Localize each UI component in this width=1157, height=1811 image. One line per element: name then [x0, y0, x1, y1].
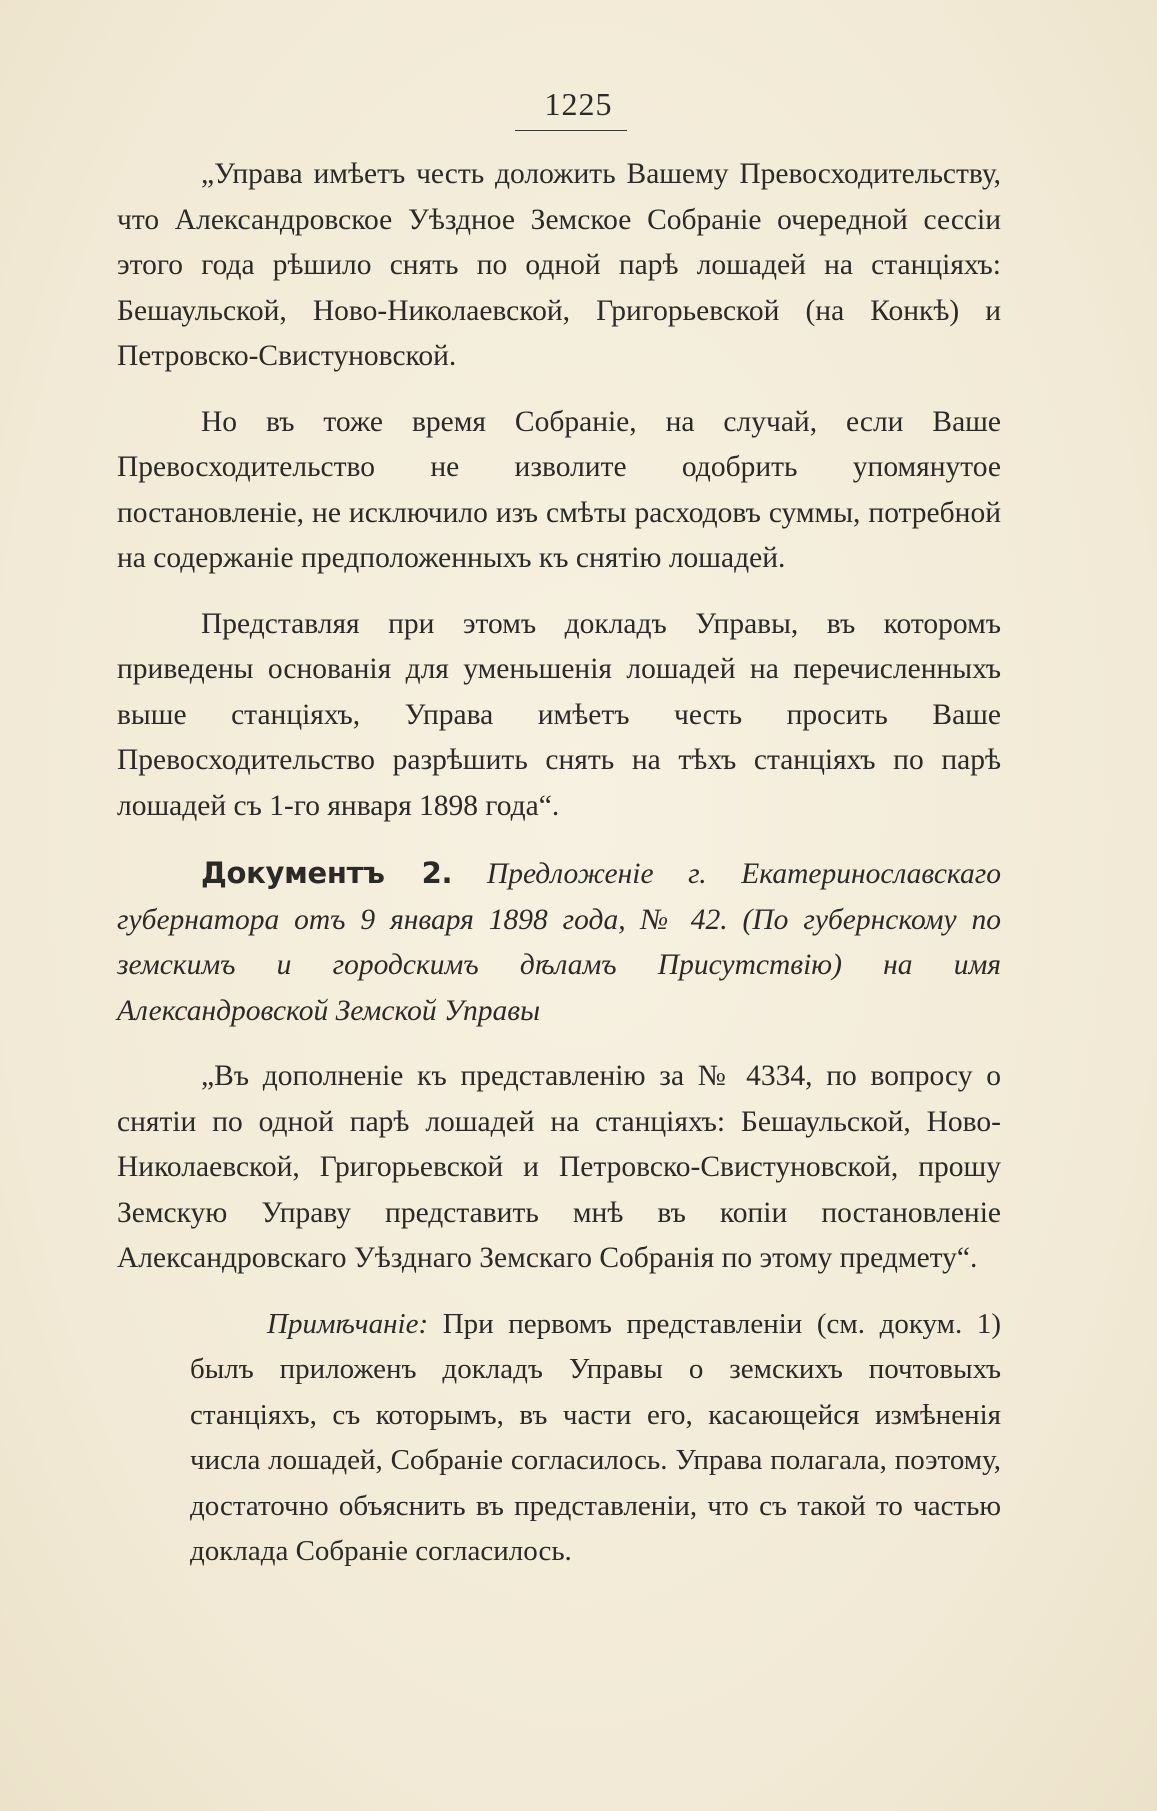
paragraph-3: Представляя при этомъ докладъ Управы, въ которомъ приведены основанія для уменьшенія лошадей на перечисленныхъ выше станціяхъ, Управа имѣетъ честь просить Ваше Превосходительство разрѣшить снять на тѣхъ станціяхъ по парѣ лошадей съ 1-го января 1898 года“.	[117, 607, 1001, 822]
page-number: 1225	[544, 86, 613, 122]
paragraph-2: Но въ тоже время Собраніе, на случай, если Ваше Превосходительство не изволите одобрить упомянутое постановленіе, не исключило изъ смѣты расходовъ суммы, потребной на содержаніе предположенныхъ къ снятію лошадей.	[117, 405, 1001, 574]
page-body	[117, 152, 1001, 1575]
note-paragraph	[190, 1302, 1001, 1575]
note-label: Примѣчаніе:	[267, 1307, 429, 1340]
document-heading-label: Документъ 2.	[201, 856, 453, 890]
paragraph-1: „Управа имѣетъ честь доложить Вашему Превосходительству, что Александровское Уѣздное Земское Собраніе очередной сессіи этого года рѣшило снять по одной парѣ лошадей на станціяхъ: Бешаульской, Ново-Николаевской, Григорьевской (на Конкѣ) и Петровско-Свистуновской.	[117, 158, 1001, 372]
note-text: При первомъ представленіи (см. докум. 1) былъ приложенъ докладъ Управы о земскихъ почтовыхъ станціяхъ, съ которымъ, въ части его, касающейся измѣненія числа лошадей, Собраніе согласилось. Управа полагала, поэтому, достаточно объяснить въ представленіи, что съ такой то частью доклада Собраніе согласилось.	[190, 1307, 1002, 1567]
page-number-rule	[515, 130, 627, 131]
quote-paragraph: „Въ дополненіе къ представленію за № 4334, по вопросу о снятіи по одной парѣ лошадей на станціяхъ: Бешаульской, Ново-Николаевской, Григорьевской и Петровско-Свистуновской, прошу Земскую Управу представить мнѣ въ копіи постановленіе Александровскаго Уѣзднаго Земскаго Собранія по этому предмету“.	[117, 1060, 1001, 1274]
document-heading-title: Предложеніе г. Екатеринославскаго губернатора отъ 9 января 1898 года, № 42. (По губернскому по земскимъ и городскимъ дѣламъ Присутствію) на имя Александровской Земской Управы	[117, 858, 1002, 1027]
document-heading	[117, 851, 1001, 1034]
